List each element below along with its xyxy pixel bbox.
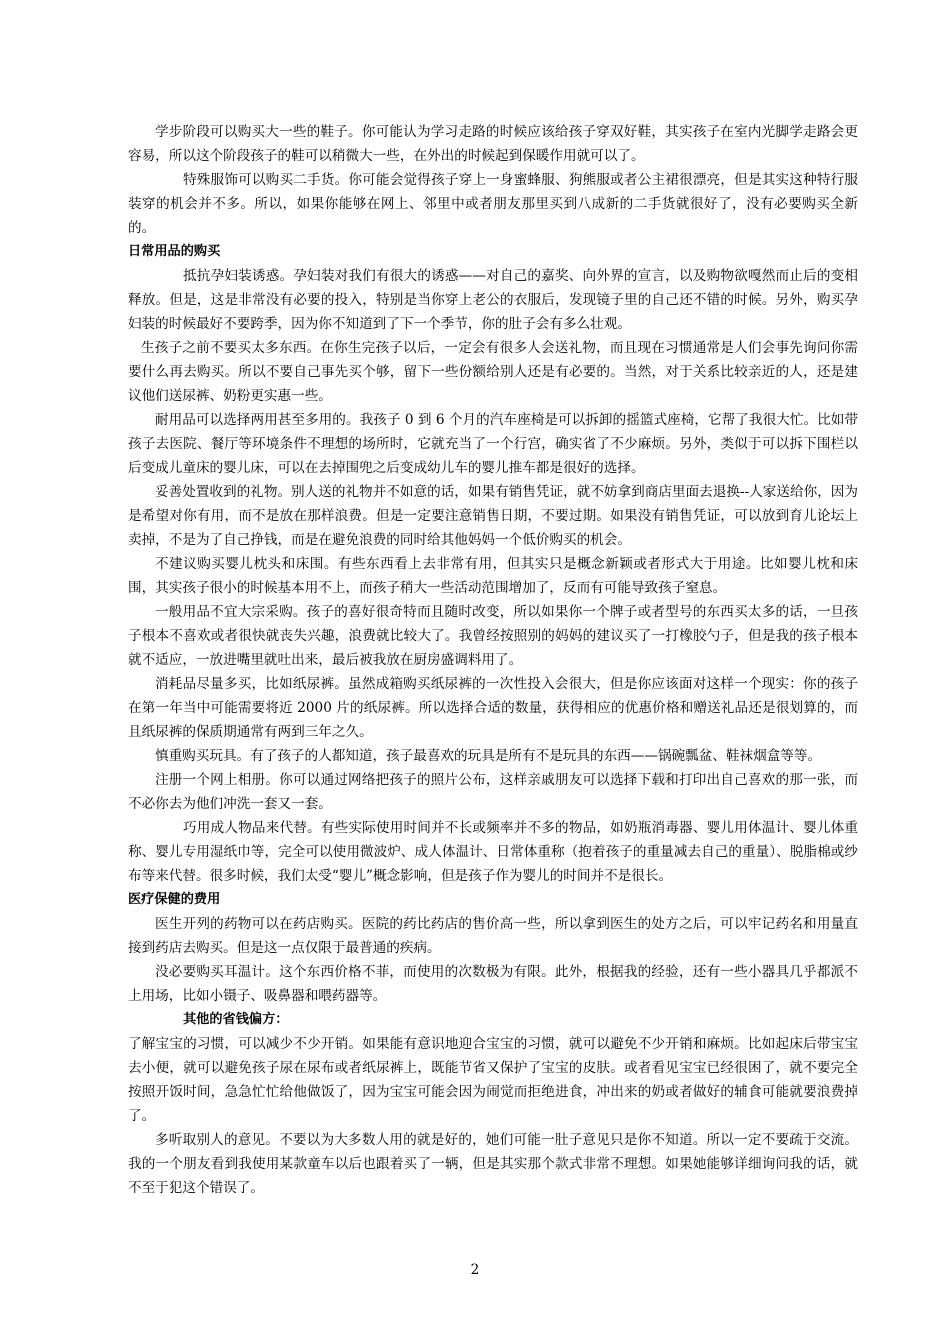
section-heading-medical: 医疗保健的费用 xyxy=(128,892,221,907)
section-heading-other-tips: 其他的省钱偏方： xyxy=(183,1012,289,1027)
section-heading-daily-items: 日常用品的购买 xyxy=(128,244,221,259)
paragraph-multi-use: 耐用品可以选择两用甚至多用的。我孩子 0 到 6 个月的汽车座椅是可以拆卸的摇篮式座椅，它帮了我很大忙。比如带孩子去医院、餐厅等环境条件不理想的场所时，它就充当了一个行宫，确实省了不少麻烦。另外，类似于可以拆下围栏以后变成儿童床的婴儿床，可以在去掉围兜之后变成幼儿车的婴儿推车都是很好的选择。 xyxy=(128,412,858,476)
paragraph-special-clothing: 特殊服饰可以购买二手货。你可能会觉得孩子穿上一身蜜蜂服、狗熊服或者公主裙很漂亮，但是其实这种特行服装穿的机会并不多。所以，如果你能够在网上、邻里中或者朋友那里买到八成新的二手货就很好了，没有必要购买全新的。 xyxy=(128,172,858,236)
paragraph-toys: 慎重购买玩具。有了孩子的人都知道，孩子最喜欢的玩具是所有不是玩具的东西——锅碗瓢盆、鞋袜烟盒等等。 xyxy=(155,748,822,764)
page-number: 2 xyxy=(470,1262,480,1278)
paragraph-medicine: 医生开列的药物可以在药店购买。医院的药比药店的售价高一些，所以拿到医生的处方之后，可以牢记药名和用量直接到药店去购买。但是这一点仅限于最普通的疾病。 xyxy=(128,916,858,956)
document-body xyxy=(128,120,858,1200)
paragraph-photo-album: 注册一个网上相册。你可以通过网络把孩子的照片公布，这样亲戚朋友可以选择下载和打印出自己喜欢的那一张，而不必你去为他们冲洗一套又一套。 xyxy=(128,772,858,812)
paragraph-baby-habits: 了解宝宝的习惯，可以减少不少开销。如果能有意识地迎合宝宝的习惯，就可以避免不少开销和麻烦。比如起床后带宝宝去小便，就可以避免孩子尿在尿布或者纸尿裤上，既能节省又保护了宝宝的皮肤。或者看见宝宝已经很困了，就不要完全按照开饭时间，急急忙忙给他做饭了，因为宝宝可能会因为闹觉而拒绝进食，冲出来的奶或者做好的辅食可能就要浪费掉了。 xyxy=(128,1036,858,1124)
paragraph-gifts: 妥善处置收到的礼物。别人送的礼物并不如意的话，如果有销售凭证，就不妨拿到商店里面去退换--人家送给你，因为是希望对你有用，而不是放在那样浪费。但是一定要注意销售日期，不要过期。如果没有销售凭证，可以放到育儿论坛上卖掉，不是为了自己挣钱，而是在避免浪费的同时给其他妈妈一个低价购买的机会。 xyxy=(128,484,858,548)
paragraph-ear-thermometer: 没必要购买耳温计。这个东西价格不菲，而使用的次数极为有限。此外，根据我的经验，还有一些小器具几乎都派不上用场，比如小镊子、吸鼻器和喂药器等。 xyxy=(128,964,858,1004)
paragraph-adult-items: 巧用成人物品来代替。有些实际使用时间并不长或频率并不多的物品，如奶瓶消毒器、婴儿用体温计、婴儿体重称、婴儿专用湿纸巾等，完全可以使用微波炉、成人体温计、日常体重称（抱着孩子的重量减去自己的重量）、脱脂棉或纱布等来代替。很多时候，我们太受“婴儿”概念影响，但是孩子作为婴儿的时间并不是很长。 xyxy=(128,820,858,884)
paragraph-before-birth: 生孩子之前不要买太多东西。在你生完孩子以后，一定会有很多人会送礼物，而且现在习惯通常是人们会事先询问你需要什么再去购买。所以不要自己事先买个够，留下一些份额给别人还是有必要的。当然，对于关系比较亲近的人，还是建议他们送尿裤、奶粉更实惠一些。 xyxy=(128,340,858,404)
paragraph-maternity-wear: 抵抗孕妇装诱惑。孕妇装对我们有很大的诱惑——对自己的嘉奖、向外界的宣言，以及购物欲嘎然而止后的变相释放。但是，这是非常没有必要的投入，特别是当你穿上老公的衣服后，发现镜子里的自己还不错的时候。另外，购买孕妇装的时候最好不要跨季，因为你不知道到了下一个季节，你的肚子会有多么壮观。 xyxy=(128,268,858,332)
paragraph-bulk-buying: 一般用品不宜大宗采购。孩子的喜好很奇特而且随时改变，所以如果你一个牌子或者型号的东西买太多的话，一旦孩子根本不喜欢或者很快就丧失兴趣，浪费就比较大了。我曾经按照别的妈妈的建议买了一打橡胶勺子，但是我的孩子根本就不适应，一放进嘴里就吐出来，最后被我放在厨房盛调料用了。 xyxy=(128,604,858,668)
paragraph-consumables: 消耗品尽量多买，比如纸尿裤。虽然成箱购买纸尿裤的一次性投入会很大，但是你应该面对这样一个现实：你的孩子在第一年当中可能需要将近 2000 片的纸尿裤。所以选择合适的数量，获得相应的优惠价格和赠送礼品还是很划算的，而且纸尿裤的保质期通常有两到三年之久。 xyxy=(128,676,858,740)
paragraph-pillows: 不建议购买婴儿枕头和床围。有些东西看上去非常有用，但其实只是概念新颖或者形式大于用途。比如婴儿枕和床围，其实孩子很小的时候基本用不上，而孩子稍大一些活动范围增加了，反而有可能导致孩子窒息。 xyxy=(128,556,858,596)
paragraph-toddler-shoes: 学步阶段可以购买大一些的鞋子。你可能认为学习走路的时候应该给孩子穿双好鞋，其实孩子在室内光脚学走路会更容易，所以这个阶段孩子的鞋可以稍微大一些，在外出的时候起到保暖作用就可以了。 xyxy=(128,124,858,164)
paragraph-others-opinions: 多听取别人的意见。不要以为大多数人用的就是好的，她们可能一肚子意见只是你不知道。所以一定不要疏于交流。我的一个朋友看到我使用某款童车以后也跟着买了一辆，但是其实那个款式非常不理想。如果她能够详细询问我的话，就不至于犯这个错误了。 xyxy=(128,1132,858,1196)
